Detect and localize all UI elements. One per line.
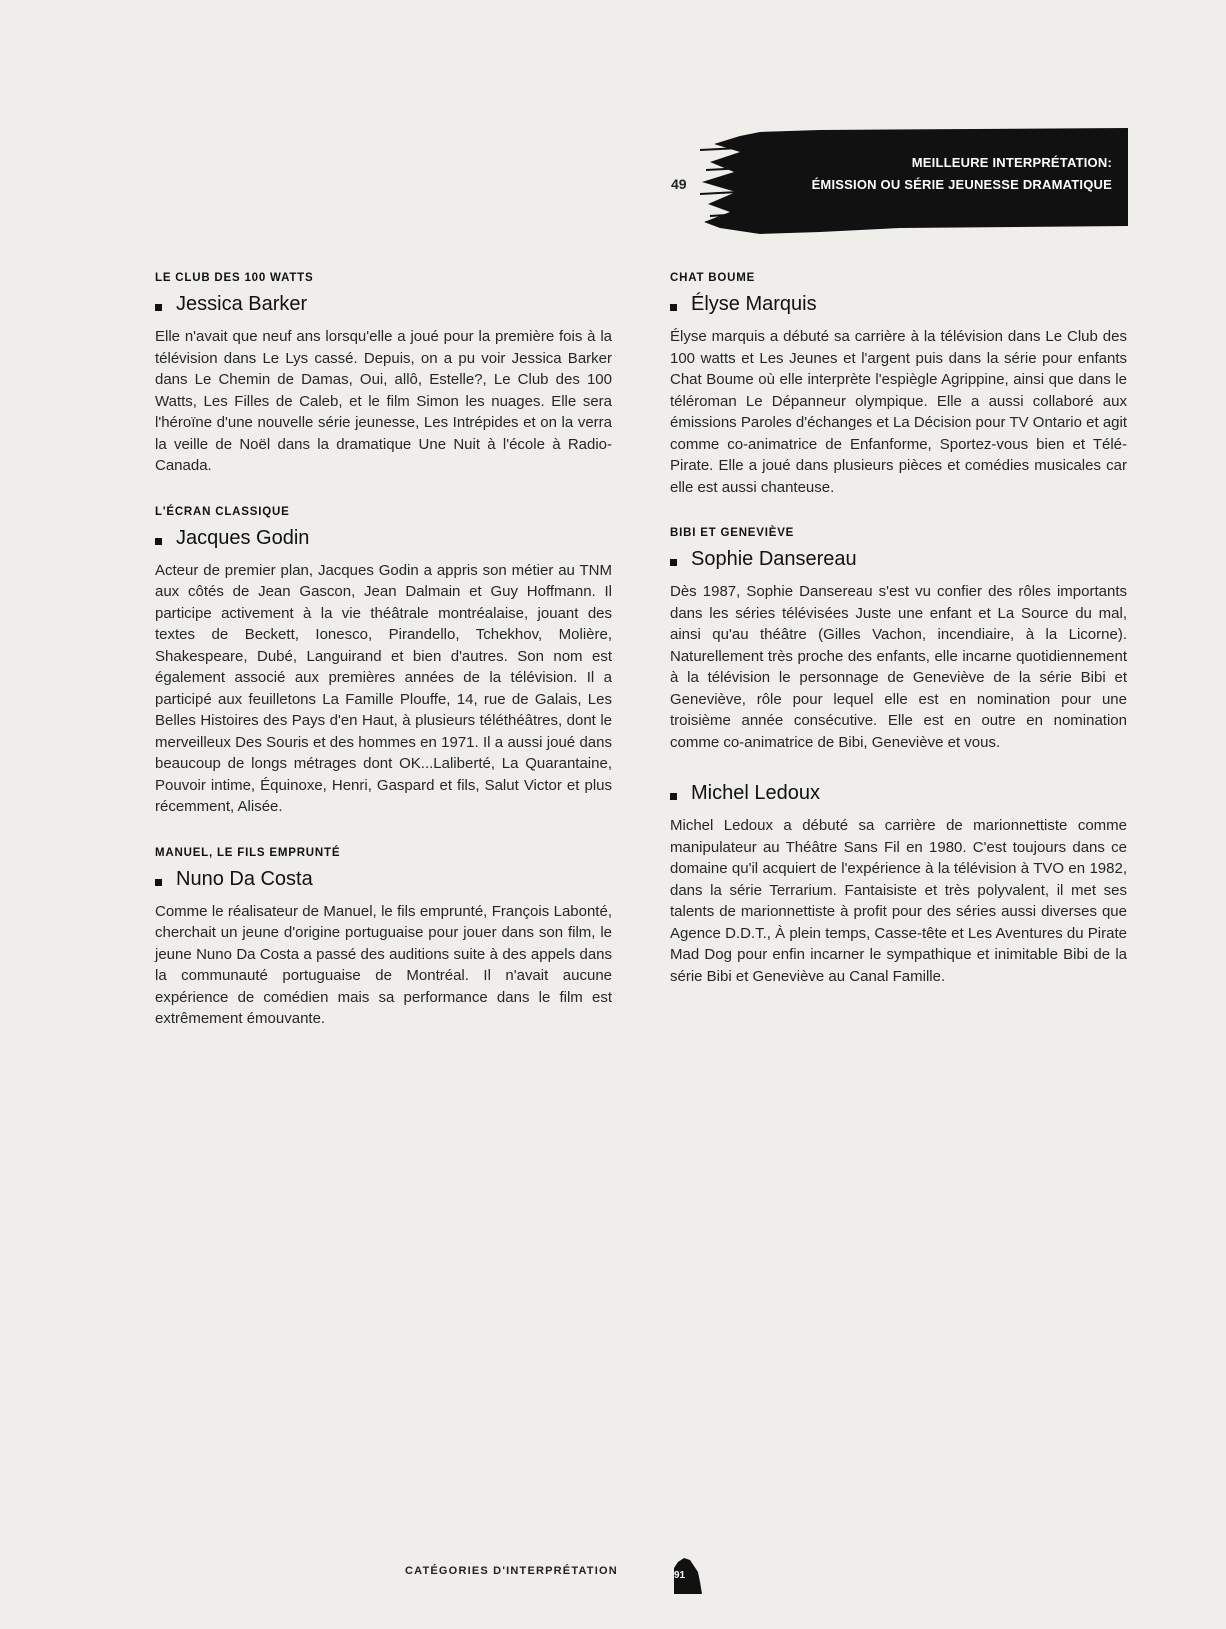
nominee-entry [670, 272, 1127, 498]
show-title: BIBI ET GENEVIÈVE [670, 527, 795, 539]
nominee-name-row [155, 527, 612, 550]
nominee-entry [670, 782, 1127, 987]
show-title: L'ÉCRAN CLASSIQUE [155, 505, 290, 518]
square-bullet-icon [155, 304, 162, 311]
category-title-line2: ÉMISSION OU SÉRIE JEUNESSE DRAMATIQUE [811, 177, 1112, 192]
nominee-bio: Acteur de premier plan, Jacques Godin a appris son métier au TNM aux côtés de Jean Gascon, Jean Dalmain et Guy Hoffmann. Il participe activement à la vie théâtrale montréalaise, jouant des textes de Beckett, Ionesco, Pirandello, Tchekhov, Molière, Shakespeare, Dubé, Languirand et bien d'autres. Son nom est également associé aux premières années de la télévision. Il a participé aux feuilletons La Famille Plouffe, 14, rue de Galais, Les Belles Histoires des Pays d'en Haut, à plusieurs téléthéâtres, dont le merveilleux Des Souris et des hommes en 1971. Il a aussi joué dans beaucoup de longs métrages dont OK...Laliberté, La Quarantaine, Pouvoir intime, Équinoxe, Henri, Gaspard et fils, Salut Victor et plus récemment, Alisée. [155, 561, 612, 815]
nominee-bio: Élyse marquis a débuté sa carrière à la télévision dans Le Club des 100 watts et Les Jeunes et l'argent puis dans la série pour enfants Chat Boume où elle interprète l'espiègle Agrippine, ainsi que dans le téléroman Le Dépanneur olympique. Elle a aussi collaboré aux émissions Paroles d'échanges et La Décision pour TV Ontario et agit comme co-animatrice de Enfanforme, Sportez-vous bien et Télé-Pirate. Elle a joué dans plusieurs pièces et comédies musicales car elle est aussi chanteuse. [670, 328, 1128, 496]
show-title: LE CLUB DES 100 WATTS [155, 272, 314, 284]
nominee-bio: Elle n'avait que neuf ans lorsqu'elle a joué pour la première fois à la télévision dans Le Lys cassé. Depuis, on a pu voir Jessica Barker dans Le Chemin de Damas, Oui, allô, Estelle?, Le Club des 100 Watts, Les Filles de Caleb, et le film Simon les nuages. Elle sera l'héroïne d'une nouvelle série jeunesse, Les Intrépides et on la verra la veille de Noël dans la dramatique Une Nuit à l'école à Radio-Canada. [155, 328, 612, 474]
nominee-name-row [670, 293, 1127, 316]
show-title: CHAT BOUME [670, 272, 756, 284]
nominee-bio: Comme le réalisateur de Manuel, le fils emprunté, François Labonté, cherchait un jeune d'origine portuguaise pour jouer dans son film, le jeune Nuno Da Costa a passé des auditions suite à des appels dans la communauté portuguaise de Montréal. Il n'avait aucune expérience de comédien mais sa performance dans le film est extrêmement émouvante. [155, 902, 612, 1027]
category-title-line1: MEILLEURE INTERPRÉTATION: [911, 155, 1112, 170]
left-column [155, 272, 612, 1059]
nominee-entry [670, 527, 1127, 753]
nominee-bio: Dès 1987, Sophie Dansereau s'est vu confier des rôles importants dans les séries télévisées Juste une enfant et La Source du mal, ainsi qu'au théâtre (Gilles Vachon, incendiaire, à la Licorne). Naturellement très proche des enfants, elle incarne quotidiennement à la télévision le personnage de Geneviève de la série Bibi et Geneviève, rôle pour lequel elle est en nomination pour une troisième année consécutive. Elle est en outre en nomination comme co-animatrice de Bibi, Geneviève et vous. [670, 583, 1127, 751]
nominee-entry [155, 847, 612, 1030]
square-bullet-icon [670, 559, 677, 566]
nominee-name: Jessica Barker [176, 293, 308, 315]
nominee-entry [155, 272, 612, 477]
nominee-name-row [155, 868, 612, 891]
footer-section-label: CATÉGORIES D'INTERPRÉTATION [405, 1565, 618, 1577]
nominee-name: Élyse Marquis [691, 293, 817, 315]
nominee-name-row [670, 548, 1127, 571]
nominee-name: Nuno Da Costa [176, 867, 313, 890]
footer-page-number: 91 [674, 1570, 686, 1581]
square-bullet-icon [670, 304, 677, 311]
square-bullet-icon [155, 879, 162, 886]
show-title: MANUEL, LE FILS EMPRUNTÉ [155, 846, 341, 859]
square-bullet-icon [670, 793, 677, 800]
header-page-number: 49 [671, 176, 687, 192]
nominee-name-row [670, 782, 1127, 805]
nominee-name: Michel Ledoux [691, 782, 820, 804]
square-bullet-icon [155, 538, 162, 545]
right-column [670, 272, 1127, 1016]
nominee-bio: Michel Ledoux a débuté sa carrière de marionnettiste comme manipulateur au Théâtre Sans Fil en 1980. C'est toujours dans ce domaine qu'il acquiert de l'expérience à la télévision à TVO en 1982, dans la série Terrarium. Fantaisiste et très polyvalent, il met ses talents de marionnettiste à profit pour des séries aussi diverses que Agence D.D.T., À plein temps, Casse-tête et Les Aventures du Pirate Mad Dog pour enfin incarner le sympathique et inimitable Bibi de la série Bibi et Geneviève au Canal Famille. [670, 817, 1127, 985]
nominee-name-row [155, 293, 612, 316]
nominee-name: Sophie Dansereau [691, 548, 857, 570]
nominee-entry [155, 506, 612, 818]
nominee-name: Jacques Godin [176, 526, 310, 549]
category-title [812, 152, 1112, 196]
